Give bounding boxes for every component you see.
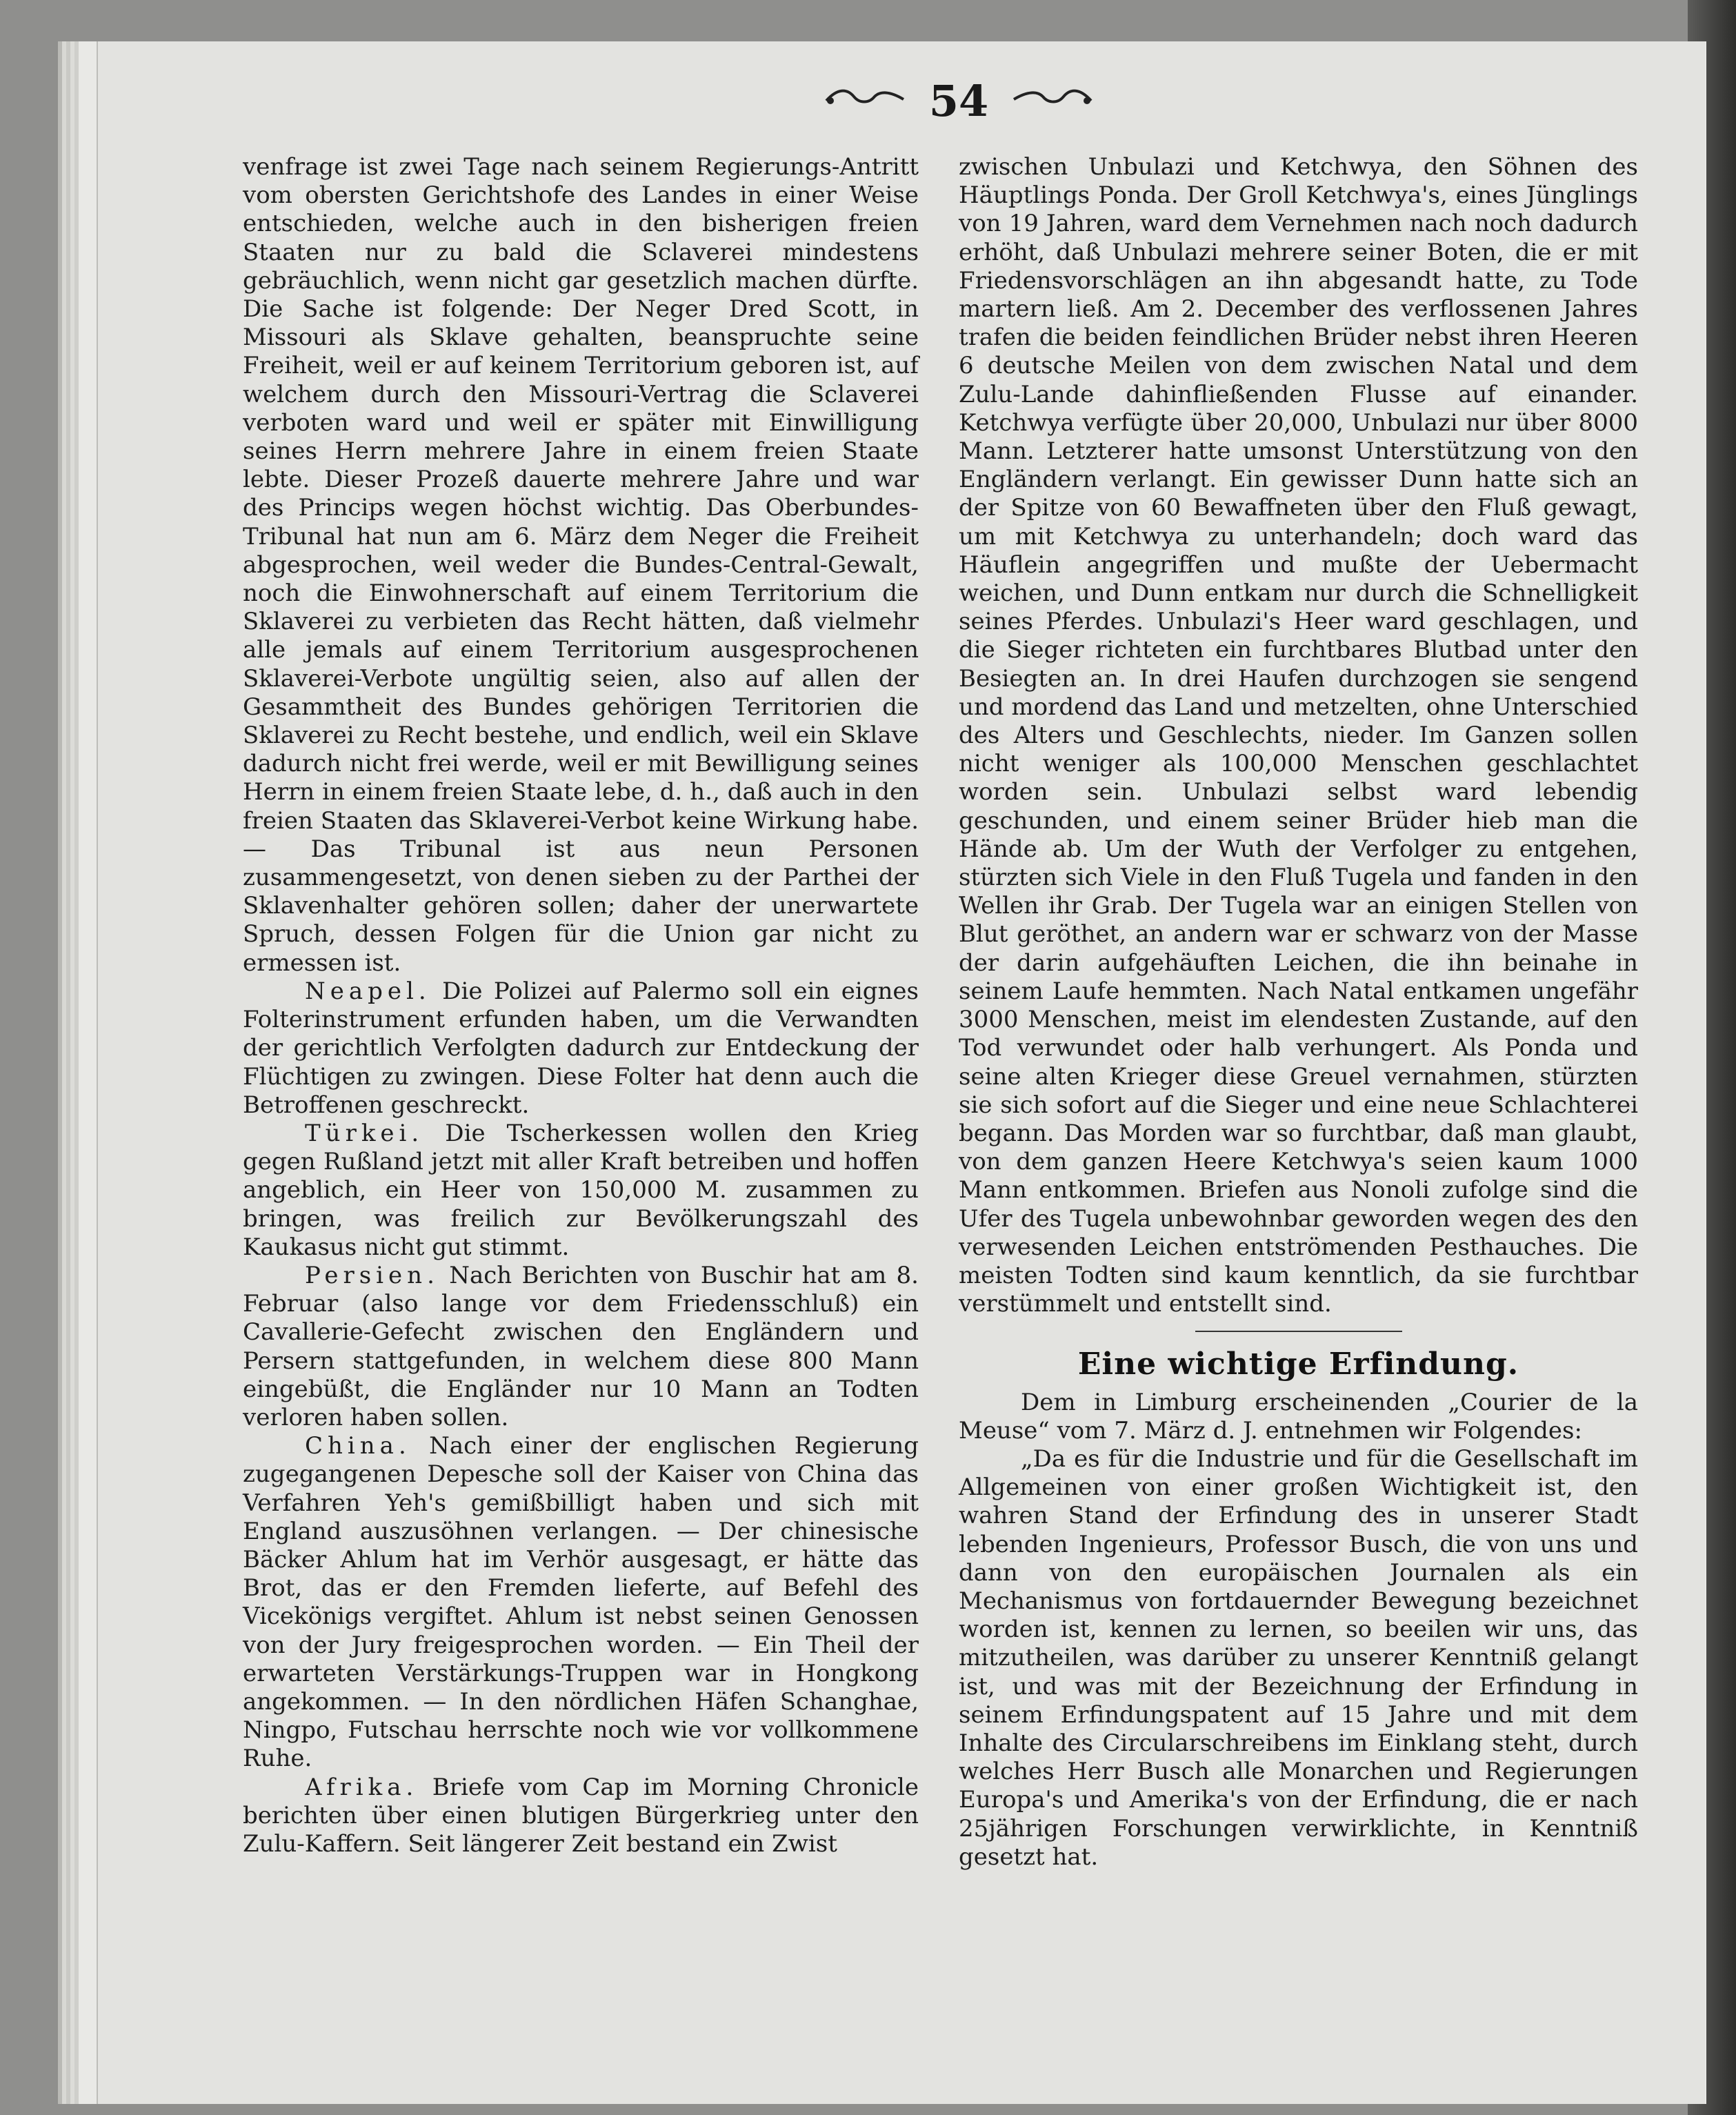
right-column — [959, 153, 1638, 1871]
right-ornament-icon — [1011, 84, 1094, 119]
paragraph-china-text: Nach einer der englischen Regierung zugegangenen Depesche soll der Kaiser von China das Verfahren Yeh's gemißbilligt haben und sich mit England auszusöhnen verlangen. — Der chinesische Bäcker Ahlum hat im Verhör ausgesagt, er hätte das Brot, das er den Fremden lieferte, auf Befehl des Vicekönigs vergiftet. Ahlum ist nebst seinen Genossen von der Jury freigesprochen worden. — Ein Theil der erwarteten Verstärkungs-Truppen war in Hongkong angekommen. — In den nördlichen Häfen Schanghae, Ningpo, Futschau herrschte noch wie vor vollkommene Ruhe. — [243, 1432, 919, 1773]
page-number: 54 — [928, 76, 989, 126]
paragraph-neapel-text: Die Polizei auf Palermo soll ein eignes Folterinstrument erfunden haben, um die Verwandten der gerichtlich Verfolgten dadurch zur Entdeckung der Flüchtigen zu zwingen. Diese Folter hat denn auch die Betroffenen geschreckt. — [243, 977, 919, 1119]
paragraph-busch: „Da es für die Industrie und für die Gesellschaft im Allgemeinen von einer großen Wichtigkeit ist, den wahren Stand der Erfindung des in unserer Stadt lebenden Ingenieurs, Professor Busch, die von uns und dann von den europäischen Journalen als ein Mechanismus von fortdauernder Bewegung bezeichnet worden ist, kennen zu lernen, so beeilen wir uns, das mitzutheilen, was darüber zu unserer Kenntniß gelangt ist, und was mit der Bezeichnung der Erfindung in seinem Erfindungspatent auf 15 Jahre und mit dem Inhalte des Circularschreibens im Einklang steht, durch welches Herr Busch alle Monarchen und Regierungen Europa's und Amerika's von der Erfindung, die er nach 25jährigen Forschungen verwirklichte, in Kenntniß gesetzt hat. — [959, 1444, 1638, 1871]
section-lead-afrika: Afrika. — [305, 1773, 419, 1801]
section-lead-tuerkei: Türkei. — [305, 1119, 424, 1147]
left-ornament-icon — [824, 84, 906, 119]
left-column — [243, 153, 919, 1858]
section-lead-persien: Persien. — [305, 1261, 439, 1289]
paragraph-afrika — [243, 1774, 919, 1859]
section-heading-erfindung: Eine wichtige Erfindung. — [1077, 1347, 1519, 1382]
section-lead-neapel: Neapel. — [305, 977, 431, 1005]
paragraph-tuerkei-text: Die Tscherkessen wollen den Krieg gegen Rußland jetzt mit aller Kraft betreiben und hoffen angeblich, ein Heer von 150,000 M. zusammen zu bringen, was freilich zur Bevölkerungszahl des Kaukasus nicht gut stimmt. — [243, 1119, 919, 1261]
section-lead-china: China. — [305, 1432, 411, 1460]
paragraph-neapel — [243, 977, 919, 1120]
paragraph-china — [243, 1432, 919, 1773]
page-header — [786, 76, 1131, 138]
paragraph-courier: Dem in Limburg erscheinenden „Courier de la Meuse“ vom 7. März d. J. entnehmen wir Folgendes: — [959, 1388, 1638, 1444]
paragraph-tuerkei — [243, 1120, 919, 1262]
paragraph-persien-text: Nach Berichten von Buschir hat am 8. Februar (also lange vor dem Friedensschluß) ein Cavallerie-Gefecht zwischen den Engländern und Persern stattgefunden, in welchem diese 800 Mann eingebüßt, die Engländer nur 10 Mann an Todten verloren haben sollen. — [243, 1261, 919, 1431]
paragraph-persien — [243, 1262, 919, 1432]
paragraph-dred-scott: venfrage ist zwei Tage nach seinem Regierungs-Antritt vom obersten Gerichtshofe des Landes in einer Weise entschieden, welche auch in den bisherigen freien Staaten nur zu bald die Sclaverei mindestens gebräuchlich, wenn nicht gar gesetzlich machen dürfte. Die Sache ist folgende: Der Neger Dred Scott, in Missouri als Sklave gehalten, beanspruchte seine Freiheit, weil er auf keinem Territorium geboren ist, auf welchem durch den Missouri-Vertrag die Sclaverei verboten ward und weil er später mit Einwilligung seines Herrn mehrere Jahre in einem freien Staate lebte. Dieser Prozeß dauerte mehrere Jahre und war des Princips wegen höchst wichtig. Das Oberbundes-Tribunal hat nun am 6. März dem Neger die Freiheit abgesprochen, weil weder die Bundes-Central-Gewalt, noch die Einwohnerschaft auf einem Territorium die Sklaverei zu verbieten das Recht hätten, daß vielmehr alle jemals auf einem Territorium ausgesprochenen Sklaverei-Verbote ungültig seien, also auf allen der Gesammtheit des Bundes gehörigen Territorien die Sklaverei zu Recht bestehe, und endlich, weil ein Sklave dadurch nicht frei werde, weil er mit Bewilligung seines Herrn in einem freien Staate lebe, d. h., daß auch in den freien Staaten das Sklaverei-Verbot keine Wirkung habe. — Das Tribunal ist aus neun Personen zusammengesetzt, von denen sieben zu der Parthei der Sklavenhalter gehören sollen; daher der unerwartete Spruch, dessen Folgen für die Union gar nicht zu ermessen ist. — [243, 153, 919, 977]
paragraph-zulu: zwischen Unbulazi und Ketchwya, den Söhnen des Häuptlings Ponda. Der Groll Ketchwya's, eines Jünglings von 19 Jahren, ward dem Vernehmen nach noch dadurch erhöht, daß Unbulazi mehrere seiner Boten, die er mit Friedensvorschlägen an ihn abgesandt hatte, zu Tode martern ließ. Am 2. December des verflossenen Jahres trafen die beiden feindlichen Brüder nebst ihren Heeren 6 deutsche Meilen von dem zwischen Natal und dem Zulu-Lande dahinfließenden Flusse auf einander. Ketchwya verfügte über 20,000, Unbulazi nur über 8000 Mann. Letzterer hatte umsonst Unterstützung von den Engländern verlangt. Ein gewisser Dunn hatte sich an der Spitze von 60 Bewaffneten über den Fluß gewagt, um mit Ketchwya zu unterhandeln; doch ward das Häuflein angegriffen und mußte der Uebermacht weichen, und Dunn entkam nur durch die Schnelligkeit seines Pferdes. Unbulazi's Heer ward geschlagen, und die Sieger richteten ein furchtbares Blutbad unter den Besiegten an. In drei Haufen durchzogen sie sengend und mordend das Land und metzelten, ohne Unterschied des Alters und Geschlechts, nieder. Im Ganzen sollen nicht weniger als 100,000 Menschen geschlachtet worden sein. Unbulazi selbst ward lebendig geschunden, und einem seiner Brüder hieb man die Hände ab. Um der Wuth der Verfolger zu entgehen, stürzten sich Viele in den Fluß Tugela und fanden in den Wellen ihr Grab. Der Tugela war an einigen Stellen von Blut geröthet, an andern war er schwarz von der Masse der darin aufgehäuften Leichen, die ihn beinahe in seinem Laufe hemmten. Nach Natal entkamen ungefähr 3000 Menschen, meist im elendesten Zustande, auf den Tod verwundet oder halb verhungert. Als Ponda und seine alten Krieger diese Greuel vernahmen, stürzten sie sich sofort auf die Sieger und eine neue Schlachterei begann. Das Morden war so furchtbar, daß man glaubt, von dem ganzen Heere Ketchwya's seien kaum 1000 Mann entkommen. Briefen aus Nonoli zufolge sind die Ufer des Tugela unbewohnbar geworden wegen des den verwesenden Leichen entströmenden Pesthauches. Die meisten Todten sind kaum kenntlich, da sie furchtbar verstümmelt und entstellt sind. — [959, 153, 1638, 1318]
section-divider — [1195, 1331, 1402, 1332]
paragraph-afrika-text: Briefe vom Cap im Morning Chronicle berichten über einen blutigen Bürgerkrieg unter den Zulu-Kaffern. Seit längerer Zeit bestand ein Zwist — [243, 1773, 919, 1858]
